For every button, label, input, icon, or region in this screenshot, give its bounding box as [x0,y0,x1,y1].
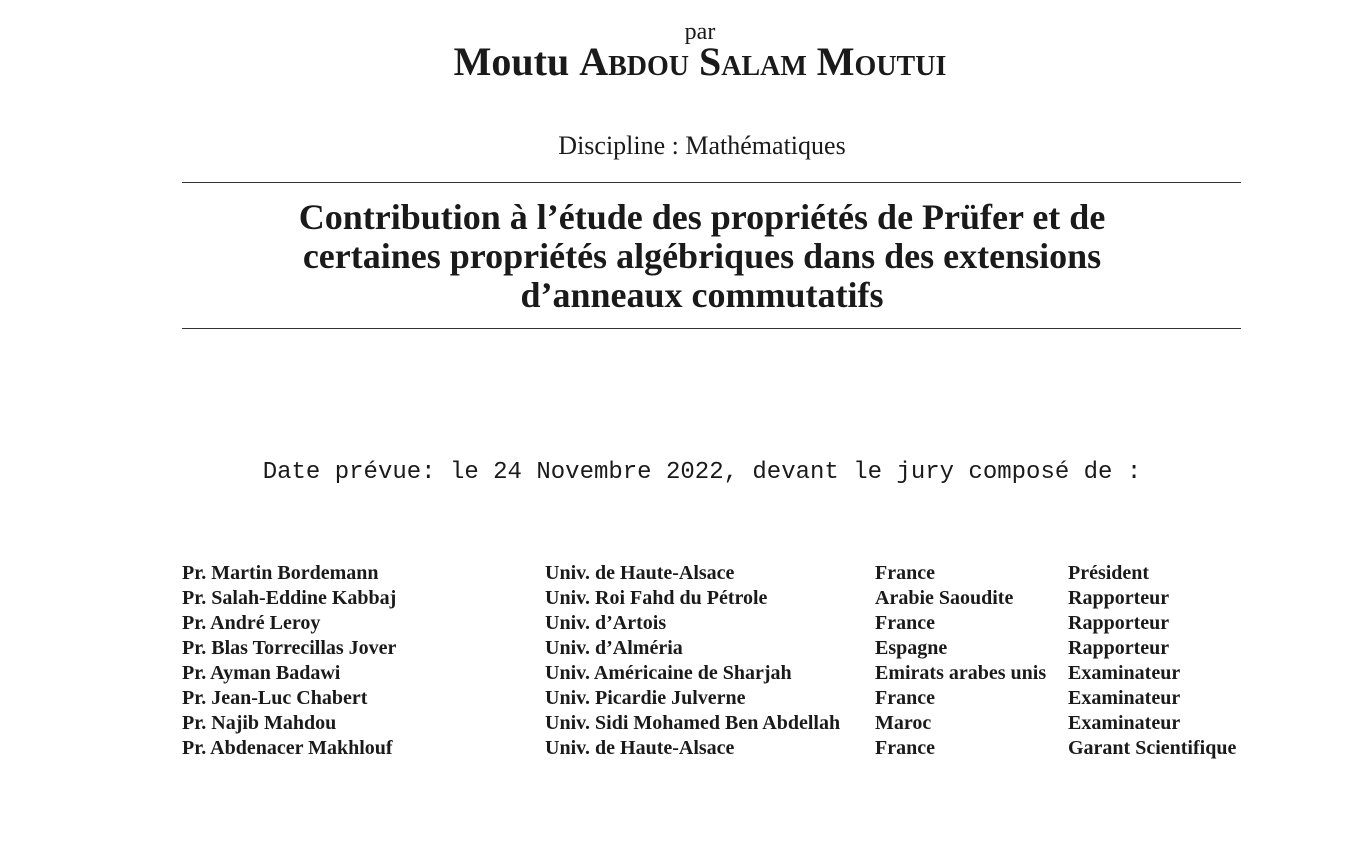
jury-member-university: Univ. Roi Fahd du Pétrole [545,587,768,609]
defense-date-line: Date prévue: le 24 Novembre 2022, devant le jury composé de : [262,459,1142,486]
jury-member-country: France [875,612,935,634]
jury-member-name: Pr. Ayman Badawi [182,662,341,684]
author-surname: Abdou Salam Moutui [579,39,947,84]
author-name [0,40,1372,84]
jury-row [182,561,1252,586]
jury-row [182,636,1252,661]
jury-row [182,686,1252,711]
jury-member-country: France [875,687,935,709]
jury-member-name: Pr. Salah-Eddine Kabbaj [182,587,397,609]
jury-row [182,611,1252,636]
jury-member-university: Univ. d’Artois [545,612,667,634]
jury-member-role: Président [1068,562,1150,584]
jury-member-name: Pr. Abdenacer Makhlouf [182,737,393,759]
jury-member-country: Espagne [875,637,948,659]
jury-member-role: Examinateur [1068,712,1181,734]
jury-row [182,736,1252,761]
jury-row [182,711,1252,736]
jury-member-role: Examinateur [1068,687,1181,709]
jury-member-country: France [875,562,935,584]
title-rule-bottom [182,328,1241,329]
discipline: Discipline : Mathématiques [558,131,846,160]
jury-member-university: Univ. Américaine de Sharjah [545,662,792,684]
jury-member-university: Univ. de Haute-Alsace [545,562,735,584]
jury-member-country: Maroc [875,712,932,734]
jury-member-name: Pr. André Leroy [182,612,321,634]
jury-member-name: Pr. Martin Bordemann [182,562,379,584]
title-rule-top [182,182,1241,183]
jury-member-university: Univ. Picardie Julverne [545,687,746,709]
jury-table [182,561,1252,761]
jury-member-country: France [875,737,935,759]
author-first-name: Moutu [453,39,570,84]
jury-row [182,661,1252,686]
thesis-title-line-2: certaines propriétés algébriques dans des extensions [302,236,1102,276]
jury-member-role: Examinateur [1068,662,1181,684]
thesis-title-line-1: Contribution à l’étude des propriétés de Prüfer et de [298,197,1106,237]
par-label: par [684,19,716,45]
jury-member-university: Univ. d’Alméria [545,637,683,659]
jury-member-role: Rapporteur [1068,587,1170,609]
thesis-title [182,198,1222,315]
jury-member-university: Univ. Sidi Mohamed Ben Abdellah [545,712,841,734]
jury-member-name: Pr. Najib Mahdou [182,712,337,734]
jury-member-university: Univ. de Haute-Alsace [545,737,735,759]
thesis-title-line-3: d’anneaux commutatifs [520,275,884,315]
jury-member-country: Arabie Saoudite [875,587,1014,609]
jury-member-role: Garant Scientifique [1068,737,1237,759]
jury-member-country: Emirats arabes unis [875,662,1047,684]
jury-member-role: Rapporteur [1068,612,1170,634]
jury-row [182,586,1252,611]
jury-member-role: Rapporteur [1068,637,1170,659]
jury-member-name: Pr. Jean-Luc Chabert [182,687,368,709]
jury-member-name: Pr. Blas Torrecillas Jover [182,637,397,659]
